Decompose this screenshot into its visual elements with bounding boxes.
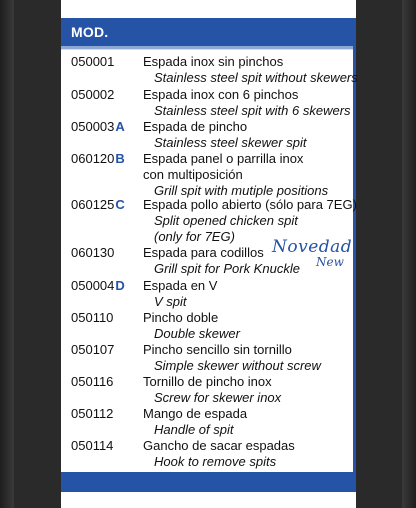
description-es: Espada en V xyxy=(143,278,218,293)
description-es: con multiposición xyxy=(143,167,243,182)
spec-card xyxy=(61,0,356,508)
table-footer xyxy=(61,472,356,492)
model-code xyxy=(71,87,114,102)
description-es: Espada inox sin pinchos xyxy=(143,54,284,69)
description-en: (only for 7EG) xyxy=(154,229,235,244)
description-es: Pincho sencillo sin tornillo xyxy=(143,342,292,357)
new-badge-es: Novedad xyxy=(272,237,353,257)
description-es: Espada de pincho xyxy=(143,119,248,134)
model-number: 050002 xyxy=(71,87,115,102)
description-en: Stainless steel spit with 6 skewers xyxy=(154,103,351,118)
model-number: 050001 xyxy=(71,54,115,69)
description-en: Split opened chicken spit xyxy=(154,213,298,228)
description-en: Grill spit for Pork Knuckle xyxy=(154,261,300,276)
table-header xyxy=(61,18,356,46)
model-number: 050107 xyxy=(71,342,115,357)
model-number: 050110 xyxy=(71,310,114,325)
description-en: Stainless steel spit without skewers xyxy=(154,70,358,85)
variant-letter: C xyxy=(115,197,125,212)
model-column-header: MOD. xyxy=(71,24,109,40)
description-es: Pincho doble xyxy=(143,310,219,325)
variant-letter: B xyxy=(115,151,125,166)
model-number: 060125 xyxy=(71,197,115,212)
description-es: Espada panel o parrilla inox xyxy=(143,151,304,166)
description-en: Screw for skewer inox xyxy=(154,390,282,405)
description-es: Gancho de sacar espadas xyxy=(143,438,295,453)
new-badge-en: New xyxy=(316,255,344,269)
description-es: Espada pollo abierto (sólo para 7EG) xyxy=(143,197,357,212)
model-number: 050114 xyxy=(71,438,114,453)
model-number: 050003 xyxy=(71,119,115,134)
model-code xyxy=(71,310,113,325)
right-edge-shadow xyxy=(402,0,416,508)
variant-letter: A xyxy=(115,119,125,134)
description-es: Mango de espada xyxy=(143,406,248,421)
description-es: Espada para codillos xyxy=(143,245,264,260)
model-code xyxy=(71,54,114,69)
model-number: 060130 xyxy=(71,245,115,260)
model-number: 050116 xyxy=(71,374,114,389)
variant-letter: D xyxy=(115,278,125,293)
model-code xyxy=(71,438,113,453)
model-code xyxy=(71,197,125,212)
left-edge-shadow xyxy=(0,0,14,508)
header-divider-light xyxy=(61,49,356,50)
description-en: V spit xyxy=(154,294,187,309)
description-en: Handle of spit xyxy=(154,422,234,437)
model-code xyxy=(71,151,125,166)
model-code xyxy=(71,119,125,134)
model-number: 060120 xyxy=(71,151,115,166)
description-en: Simple skewer without screw xyxy=(154,358,321,373)
model-code xyxy=(71,374,113,389)
description-en: Double skewer xyxy=(154,326,240,341)
model-code xyxy=(71,245,114,260)
description-en: Hook to remove spits xyxy=(154,454,277,469)
model-code xyxy=(71,406,113,421)
description-es: Tornillo de pincho inox xyxy=(143,374,272,389)
model-number: 050112 xyxy=(71,406,114,421)
model-number: 050004 xyxy=(71,278,115,293)
description-en: Stainless steel skewer spit xyxy=(154,135,307,150)
right-border xyxy=(353,18,356,472)
model-code xyxy=(71,342,114,357)
description-en: Grill spit with mutiple positions xyxy=(154,183,329,198)
description-es: Espada inox con 6 pinchos xyxy=(143,87,299,102)
model-code xyxy=(71,278,125,293)
